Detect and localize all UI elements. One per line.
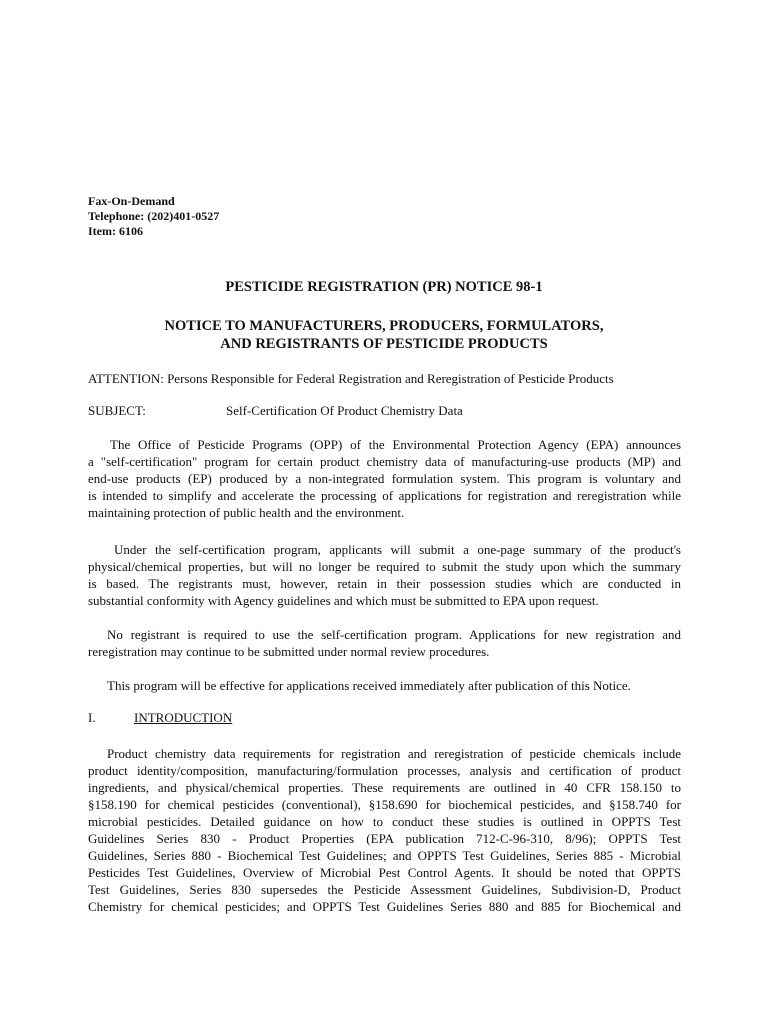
subtitle-line-2: AND REGISTRANTS OF PESTICIDE PRODUCTS: [220, 336, 548, 352]
text-line: is based. The registrants must, however, retain in their possession studies which are conducted in: [88, 576, 681, 591]
text-line: Product chemistry data requirements for registration and reregistration of pesticide chemicals include: [107, 746, 681, 761]
section-title: INTRODUCTION: [134, 710, 233, 725]
text-line: substantial conformity with Agency guidelines and which must be submitted to EPA upon request.: [88, 593, 599, 608]
text-line: a "self-certification" program for certain product chemistry data of manufacturing-use products (MP) and: [88, 454, 681, 469]
paragraph-effective: [88, 677, 681, 694]
text-line: maintaining protection of public health and the environment.: [88, 505, 405, 520]
text-line: Under the self-certification program, applicants will submit a one-page summary of the product's: [114, 542, 681, 557]
text-line: end-use products (EP) produced by a non-integrated formulation system. This program is voluntary and: [88, 471, 681, 486]
text-line: ingredients, and physical/chemical properties. These requirements are outlined in 40 CFR 158.150 to: [88, 780, 681, 795]
fax-on-demand-label: Fax-On-Demand: [88, 194, 175, 208]
telephone-line: Telephone: (202)401-0527: [88, 209, 220, 223]
text-line: is intended to simplify and accelerate the processing of applications for registration and reregistration while: [88, 488, 681, 503]
subtitle-line-1: NOTICE TO MANUFACTURERS, PRODUCERS, FORMULATORS,: [164, 318, 604, 334]
paragraph-voluntary: [88, 626, 681, 660]
section-number: I.: [88, 710, 96, 725]
text-line: microbial pesticides. Detailed guidance on how to conduct these studies is outlined in OPPTS Test: [88, 814, 681, 829]
text-line: Guidelines, Series 880 - Biochemical Test Guidelines; and OPPTS Test Guidelines, Series 885 - Microbial: [88, 848, 681, 863]
fax-header: [88, 194, 219, 239]
paragraph-announcement: [88, 436, 681, 521]
text-line: No registrant is required to use the self-certification program. Applications for new registration and: [107, 627, 681, 642]
subject-line: [88, 403, 463, 419]
paragraph-introduction: [88, 745, 681, 915]
text-line: physical/chemical properties, but will no longer be required to submit the study upon which the summary: [88, 559, 681, 574]
text-line: Pesticides Test Guidelines, Overview of Microbial Pest Control Agents. It should be noted that OPPTS: [88, 865, 681, 880]
text-line: product identity/composition, manufacturing/formulation processes, analysis and certification of product: [88, 763, 681, 778]
text-line: The Office of Pesticide Programs (OPP) of the Environmental Protection Agency (EPA) announces: [110, 437, 681, 452]
text-line: This program will be effective for applications received immediately after publication of this Notice.: [107, 678, 631, 693]
text-line: Chemistry for chemical pesticides; and OPPTS Test Guidelines Series 880 and 885 for Biochemical and: [88, 899, 681, 914]
subject-value: Self-Certification Of Product Chemistry Data: [226, 403, 463, 418]
attention-line: ATTENTION: Persons Responsible for Federal Registration and Reregistration of Pesticide Products: [88, 371, 614, 386]
paragraph-program-summary: [88, 541, 681, 609]
item-line: Item: 6106: [88, 224, 143, 238]
subject-label: SUBJECT:: [88, 403, 146, 418]
notice-title: PESTICIDE REGISTRATION (PR) NOTICE 98-1: [225, 279, 543, 295]
text-line: §158.190 for chemical pesticides (conventional), §158.690 for biochemical pesticides, and §158.740 for: [88, 797, 681, 812]
section-heading-introduction: [88, 710, 232, 726]
text-line: reregistration may continue to be submitted under normal review procedures.: [88, 644, 490, 659]
text-line: Guidelines Series 830 - Product Properties (EPA publication 712-C-96-310, 8/96); OPPTS Test: [88, 831, 681, 846]
notice-subtitle: [0, 317, 768, 353]
text-line: Test Guidelines, Series 830 supersedes the Pesticide Assessment Guidelines, Subdivision-D, Product: [88, 882, 681, 897]
